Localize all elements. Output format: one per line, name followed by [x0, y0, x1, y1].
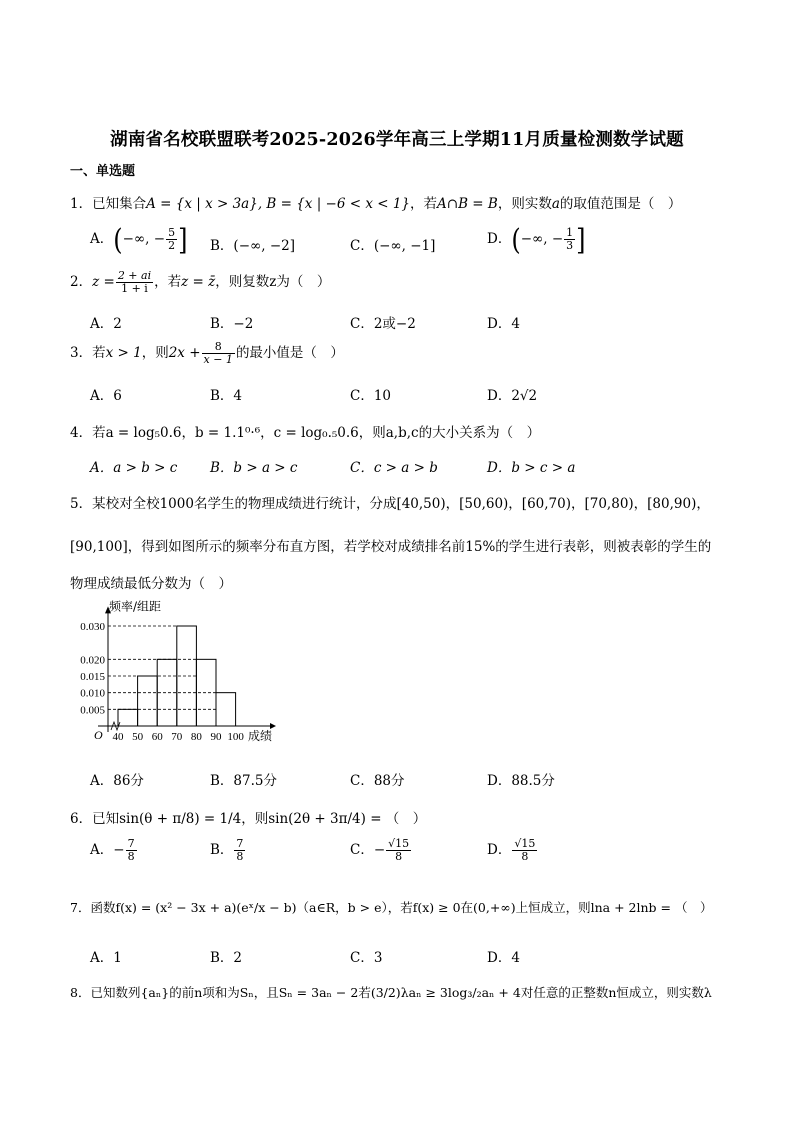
q7-option-b[interactable]: B．2 [210, 950, 243, 966]
q4-option-c[interactable]: C．c > a > b [350, 460, 438, 476]
q5-option-d[interactable]: D．88.5分 [487, 773, 555, 789]
q1-option-a-den: 2 [168, 239, 176, 252]
x-tick-label: 60 [151, 731, 163, 743]
q2-option-a[interactable]: A．2 [90, 316, 122, 332]
q6-option-a-den: 8 [127, 850, 135, 863]
q2-lead: 2． [70, 274, 93, 290]
q3-option-a[interactable]: A．6 [90, 388, 122, 404]
q1-stem-a: 1．已知集合 [70, 196, 147, 212]
q6-option-c-label: C． [350, 842, 374, 858]
q1-option-d-label: D． [487, 231, 512, 247]
histogram-layer [80, 600, 276, 743]
q2-z-eq: z = [92, 274, 115, 290]
q1-stem-d: 的取值范围是（ ） [559, 196, 682, 212]
y-tick-label: 0.010 [80, 687, 105, 700]
q1-option-b-text: (−∞, −2] [233, 238, 295, 254]
q1-option-d-den: 3 [566, 239, 574, 252]
q1-option-b-label: B． [210, 238, 234, 254]
question-6-stem: 6．已知sin(θ + π/8) = 1/4，则sin(2θ + 3π/4) = （ ） [70, 811, 427, 827]
q3-num: 8 [202, 341, 235, 354]
q6-option-c-den: 8 [395, 850, 403, 863]
q5-option-a[interactable]: A．86分 [90, 773, 144, 789]
q4-option-a[interactable]: A．a > b > c [90, 460, 178, 476]
q2-cond: z = z̄ [181, 274, 216, 290]
q3-den: x − 1 [203, 353, 233, 366]
q6-option-b[interactable] [210, 838, 246, 863]
q3-option-c[interactable]: C．10 [350, 388, 392, 404]
question-1-stem [70, 192, 681, 212]
histogram-bar [216, 693, 236, 726]
q5-option-c[interactable]: C．88分 [350, 773, 405, 789]
q6-option-a[interactable] [90, 838, 138, 863]
question-5-line-2: [90,100]，得到如图所示的频率分布直方图，若学校对成绩排名前15%的学生进行表彰，则被表彰的学生的 [70, 539, 712, 555]
q1-option-c-label: C． [350, 238, 374, 254]
q6-option-d-den: 8 [521, 850, 529, 863]
y-tick-label: 0.030 [80, 621, 105, 633]
question-4-stem: 4．若a = log₅0.6，b = 1.1⁰·⁶，c = log₀.₅0.6，则a,b,c的大小关系为（ ） [70, 425, 541, 441]
x-tick-label: 50 [132, 731, 144, 743]
q4-option-b[interactable]: B．b > a > c [210, 460, 298, 476]
q7-option-a[interactable]: A．1 [90, 950, 122, 966]
q1-option-a-close: ] [178, 222, 188, 257]
frequency-histogram [70, 600, 280, 750]
question-7-stem: 7．函数f(x) = (x² − 3x + a)(eˣ/x − b)（a∈R，b > e），若f(x) ≥ 0在(0,+∞)上恒成立，则lna + 2lnb = （ ） [70, 900, 713, 915]
question-3-stem [70, 341, 344, 366]
q3-mid: ，则 [141, 345, 169, 361]
q6-option-a-sign: − [113, 842, 125, 858]
q3-option-d[interactable]: D．2√2 [487, 388, 538, 404]
q3-tail: 的最小值是（ ） [235, 345, 344, 361]
q1-option-c[interactable] [350, 234, 435, 254]
q3-expr: 2x + [168, 345, 201, 361]
q1-cond: A∩B = B [437, 196, 498, 212]
y-tick-label: 0.005 [80, 704, 105, 717]
q2-option-b[interactable]: B．−2 [210, 316, 254, 332]
q1-option-d-close: ] [576, 222, 586, 257]
q2-tail: ，则复数z为（ ） [215, 274, 331, 290]
q3-option-b[interactable]: B．4 [210, 388, 243, 404]
q3-cond: x > 1 [105, 345, 142, 361]
q5-option-b[interactable]: B．87.5分 [210, 773, 277, 789]
origin-label: O [94, 728, 103, 742]
q1-stem-c: ，则实数 [497, 196, 552, 212]
q6-option-b-den: 8 [236, 850, 244, 863]
q6-option-a-label: A． [90, 842, 114, 858]
q1-stem-b: ，若 [410, 196, 438, 212]
question-8-stem: 8．已知数列{aₙ}的前n项和为Sₙ，且Sₙ = 3aₙ − 2若(3/2)λaₙ ≥ 3log₃/₂aₙ + 4对任意的正整数n恒成立，则实数λ [70, 985, 712, 1000]
y-tick-label: 0.015 [80, 671, 105, 683]
q1-option-a-num: 5 [168, 226, 176, 239]
x-tick-label: 40 [112, 731, 124, 743]
q1-option-d-num: 1 [566, 226, 574, 239]
q6-option-c[interactable] [350, 838, 412, 863]
q1-option-a[interactable]: A．(−∞, − $\frac{5}{2}$ ] [90, 222, 188, 257]
x-tick-label: 90 [210, 731, 222, 743]
q2-option-d[interactable]: D．4 [487, 316, 520, 332]
question-2-stem [70, 270, 330, 295]
q6-option-b-label: B． [210, 842, 234, 858]
q7-option-c[interactable]: C．3 [350, 950, 383, 966]
q3-lead: 3．若 [70, 345, 106, 361]
q1-var: a [551, 196, 560, 212]
question-5-line-3: 物理成绩最低分数为（ ） [70, 576, 232, 592]
q1-option-b[interactable] [210, 234, 295, 254]
x-axis-label: 成绩 [248, 729, 273, 743]
q1-option-d[interactable]: D．(−∞, − $\frac{1}{3}$ ] [487, 222, 586, 257]
q1-set-a: A = {x | x > 3a} [146, 196, 258, 212]
q1-option-a-pre: −∞, − [122, 231, 166, 247]
q6-option-d-label: D． [487, 842, 512, 858]
q6-option-d-num: √15 [514, 837, 536, 850]
question-5-line-1: 5．某校对全校1000名学生的物理成绩进行统计，分成[40,50)，[50,60)，[60,70)，[70,80)，[80,90)， [70, 496, 710, 512]
x-tick-label: 70 [171, 731, 183, 743]
x-tick-label: 80 [190, 731, 202, 743]
q2-option-c[interactable]: C．2或−2 [350, 316, 416, 332]
page-title: 湖南省名校联盟联考2025-2026学年高三上学期11月质量检测数学试题 [110, 130, 684, 150]
q6-option-c-num: √15 [388, 837, 410, 850]
q6-option-a-num: 7 [127, 837, 135, 850]
histogram-bar [118, 709, 138, 726]
q7-option-d[interactable]: D．4 [487, 950, 520, 966]
q6-option-c-sign: − [373, 842, 386, 858]
q1-set-b: , B = {x | −6 < x < 1} [257, 196, 411, 212]
x-tick-label: 100 [227, 731, 244, 743]
histogram-bar [138, 676, 158, 726]
q6-option-b-num: 7 [236, 837, 244, 850]
section-heading: 一、单选题 [70, 164, 136, 179]
q2-num: 2 + ai [117, 269, 152, 282]
q1-option-a-label: A． [90, 231, 114, 247]
q6-option-d[interactable] [487, 838, 538, 863]
q1-option-c-text: (−∞, −1] [373, 238, 436, 254]
y-axis-label: 频率/组距 [109, 600, 162, 614]
q2-mid: ，若 [154, 274, 182, 290]
q1-option-d-pre: −∞, − [520, 231, 564, 247]
q4-option-d[interactable]: D．b > c > a [487, 460, 576, 476]
q2-den: 1 + i [121, 282, 148, 295]
y-tick-label: 0.020 [80, 654, 105, 667]
